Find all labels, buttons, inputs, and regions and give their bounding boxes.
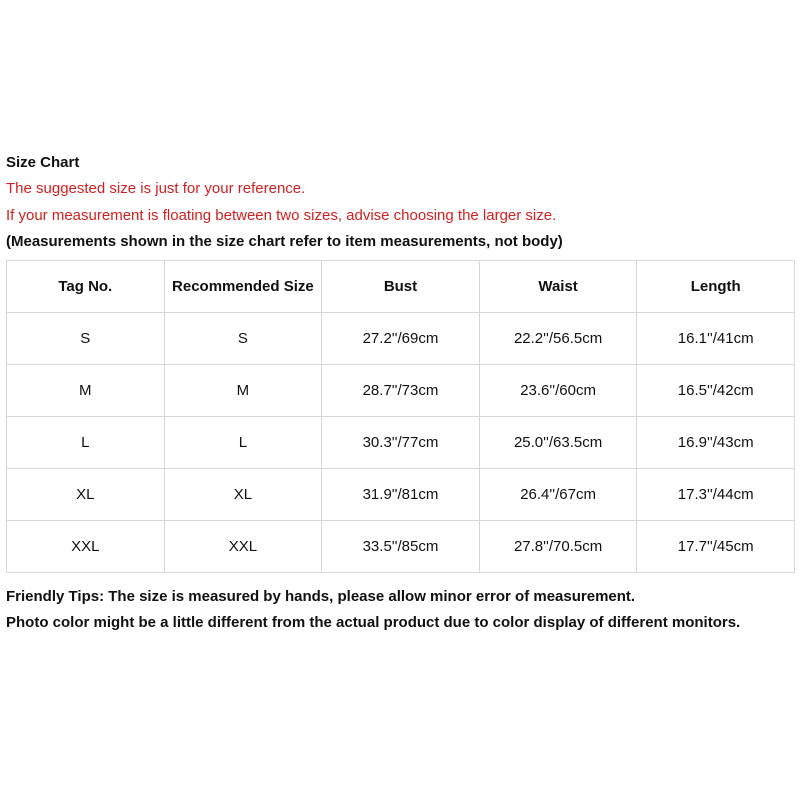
cell-waist: 23.6''/60cm <box>479 365 637 417</box>
cell-tag-no: S <box>7 313 165 365</box>
table-row <box>7 417 795 469</box>
table-row <box>7 313 795 365</box>
cell-recommended-size: XL <box>164 469 322 521</box>
cell-bust: 27.2''/69cm <box>322 313 480 365</box>
cell-waist: 25.0''/63.5cm <box>479 417 637 469</box>
cell-bust: 28.7''/73cm <box>322 365 480 417</box>
cell-tag-no: M <box>7 365 165 417</box>
cell-recommended-size: M <box>164 365 322 417</box>
cell-bust: 31.9''/81cm <box>322 469 480 521</box>
column-header-length: Length <box>637 261 795 313</box>
cell-length: 17.7''/45cm <box>637 521 795 573</box>
table-header-row <box>7 261 795 313</box>
cell-recommended-size: XXL <box>164 521 322 573</box>
cell-tag-no: L <box>7 417 165 469</box>
cell-bust: 33.5''/85cm <box>322 521 480 573</box>
cell-length: 16.9''/43cm <box>637 417 795 469</box>
column-header-waist: Waist <box>479 261 637 313</box>
column-header-tag-no: Tag No. <box>7 261 165 313</box>
cell-recommended-size: S <box>164 313 322 365</box>
cell-bust: 30.3''/77cm <box>322 417 480 469</box>
reference-note: The suggested size is just for your reference. <box>6 180 306 197</box>
table-row <box>7 365 795 417</box>
column-header-recommended-size: Recommended Size <box>164 261 322 313</box>
cell-length: 17.3''/44cm <box>637 469 795 521</box>
size-chart-table <box>6 260 795 573</box>
cell-waist: 22.2''/56.5cm <box>479 313 637 365</box>
cell-waist: 27.8''/70.5cm <box>479 521 637 573</box>
cell-recommended-size: L <box>164 417 322 469</box>
cell-length: 16.5''/42cm <box>637 365 795 417</box>
cell-waist: 26.4''/67cm <box>479 469 637 521</box>
cell-tag-no: XXL <box>7 521 165 573</box>
measurement-note: (Measurements shown in the size chart refer to item measurements, not body) <box>6 233 563 250</box>
cell-length: 16.1''/41cm <box>637 313 795 365</box>
table-row <box>7 521 795 573</box>
cell-tag-no: XL <box>7 469 165 521</box>
table-row <box>7 469 795 521</box>
measurement-tip: Friendly Tips: The size is measured by hands, please allow minor error of measurement. <box>6 588 636 605</box>
column-header-bust: Bust <box>322 261 480 313</box>
color-tip: Photo color might be a little different from the actual product due to color display of different monitors. <box>6 614 741 631</box>
page-title: Size Chart <box>6 154 80 171</box>
larger-size-advice: If your measurement is floating between two sizes, advise choosing the larger size. <box>6 207 557 224</box>
